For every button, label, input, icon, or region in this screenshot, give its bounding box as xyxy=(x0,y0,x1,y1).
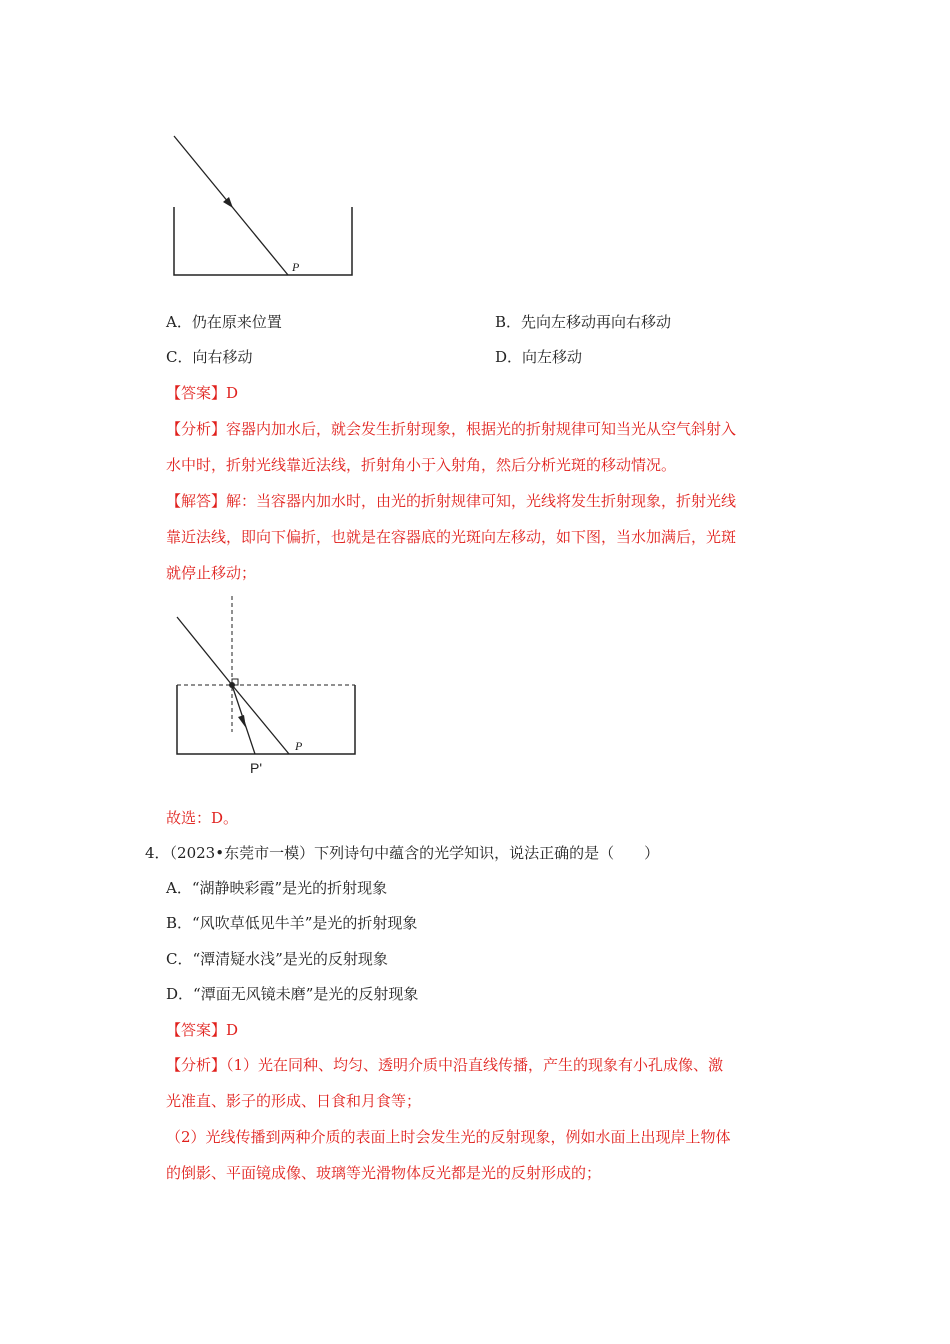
q4-analysis-text-1: （1）光在同种、均匀、透明介质中沿直线传播，产生的现象有小孔成像、激 xyxy=(226,1056,724,1074)
refracted-ray-arrow-icon xyxy=(238,715,246,728)
point-p-prime-label: P' xyxy=(250,760,263,776)
option-d: D．向左移动 xyxy=(495,348,583,366)
point-p-label: P xyxy=(292,260,300,274)
q4-analysis-line-3: （2）光线传播到两种介质的表面上时会发生光的反射现象，例如水面上出现岸上物体 xyxy=(166,1128,731,1146)
conclusion-line: 故选：D。 xyxy=(166,809,239,827)
q4-option-a: A．“湖静映彩霞”是光的折射现象 xyxy=(166,879,388,897)
point-p-label: P xyxy=(295,739,303,753)
q4-option-c: C．“潭清疑水浅”是光的反射现象 xyxy=(166,950,388,968)
analysis-line-1 xyxy=(166,419,736,439)
q4-option-d: D．“潭面无风镜未磨”是光的反射现象 xyxy=(166,985,419,1003)
option-a: A．仍在原来位置 xyxy=(166,313,282,331)
analysis-tag: 【分析】 xyxy=(166,420,227,438)
ray-arrow-icon xyxy=(223,197,233,208)
option-c: C．向右移动 xyxy=(166,348,253,366)
analysis-line-2: 水中时，折射光线靠近法线，折射角小于入射角，然后分析光斑的移动情况。 xyxy=(166,456,677,474)
solution-line-2: 靠近法线，即向下偏折，也就是在容器底的光斑向左移动，如下图，当水加满后，光斑 xyxy=(166,528,737,546)
q4-answer-line xyxy=(166,1020,238,1040)
analysis-text-1: 容器内加水后，就会发生折射现象，根据光的折射规律可知当光从空气斜射入 xyxy=(226,420,737,438)
solution-tag: 【解答】 xyxy=(166,492,227,510)
answer-tag: 【答案】 xyxy=(166,384,227,402)
figure-refraction-diagram xyxy=(165,592,365,782)
q4-analysis-tag: 【分析】 xyxy=(166,1056,227,1074)
container-outline xyxy=(177,685,355,754)
q4-analysis-line-2: 光准直、影子的形成、日食和月食等； xyxy=(166,1092,422,1110)
q4-answer-value: D xyxy=(226,1021,239,1039)
answer-value: D xyxy=(226,384,239,402)
solution-line-3: 就停止移动； xyxy=(166,564,257,582)
answer-line xyxy=(166,383,238,403)
solution-text-1: 解：当容器内加水时，由光的折射规律可知，光线将发生折射现象，折射光线 xyxy=(226,492,737,510)
solution-line-1 xyxy=(166,491,736,511)
q4-analysis-line-4: 的倒影、平面镜成像、玻璃等光滑物体反光都是光的反射形成的； xyxy=(166,1164,602,1182)
option-b: B．先向左移动再向右移动 xyxy=(495,313,672,331)
q4-answer-tag: 【答案】 xyxy=(166,1021,227,1039)
q4-option-b: B．“风吹草低见牛羊”是光的折射现象 xyxy=(166,914,418,932)
container-outline xyxy=(174,207,352,275)
incident-ray xyxy=(177,617,232,685)
q4-stem: 4．（2023•东莞市一模）下列诗句中蕴含的光学知识，说法正确的是（ ） xyxy=(145,844,660,862)
figure-container-incident-ray xyxy=(160,125,370,285)
q4-analysis-line-1 xyxy=(166,1055,723,1075)
